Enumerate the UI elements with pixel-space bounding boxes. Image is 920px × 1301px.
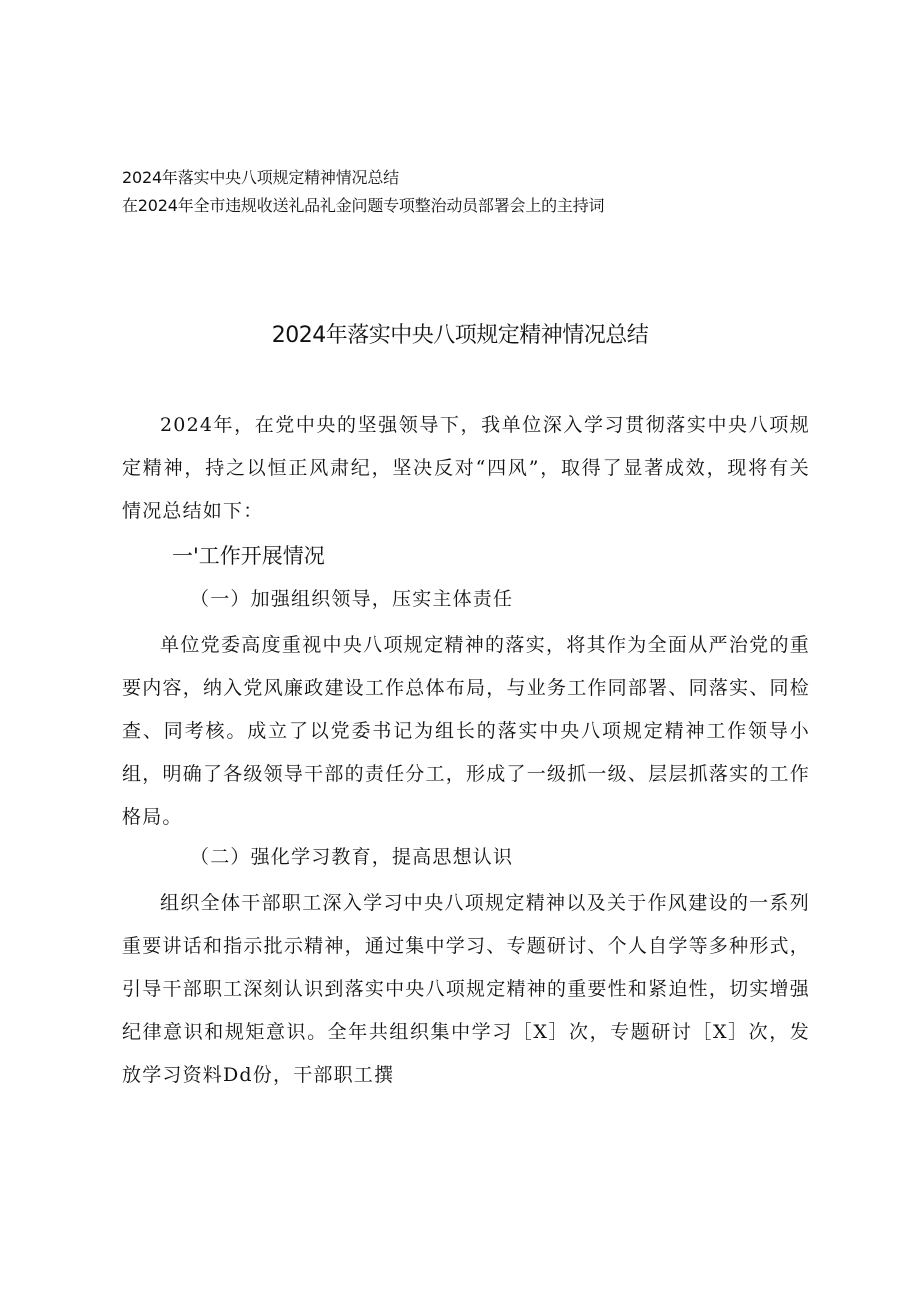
subsection-heading-education: （二）强化学习教育，提高思想认识 <box>190 846 514 868</box>
education-paragraph: 组织全体干部职工深入学习中央八项规定精神以及关于作风建设的一系列重要讲话和指示批示精神，通过集中学习、专题研讨、个人自学等多种形式，引导干部职工深刻认识到落实中央八项规定精神的重要性和紧迫性，切实增强纪律意识和规矩意识。全年共组织集中学习［X］次，专题研讨［X］次，发放学习资料Dd份，干部职工撰 <box>122 892 810 1086</box>
document-title: 2024年落实中央八项规定精神情况总结 <box>271 323 649 348</box>
toc-entry-host-speech: 在2024年全市违规收送礼品礼金问题专项整治动员部署会上的主持词 <box>122 196 605 215</box>
intro-paragraph: 2024年，在党中央的坚强领导下，我单位深入学习贯彻落实中央八项规定精神，持之以恒正风肃纪，坚决反对“四风”，取得了显著成效，现将有关情况总结如下： <box>122 414 810 522</box>
section-heading-work-progress: 一'工作开展情况 <box>172 544 325 568</box>
subsection-heading-organization: （一）加强组织领导，压实主体责任 <box>190 588 514 610</box>
organization-paragraph: 单位党委高度重视中央八项规定精神的落实，将其作为全面从严治党的重要内容，纳入党风廉政建设工作总体布局，与业务工作同部署、同落实、同检查、同考核。成立了以党委书记为组长的落实中央八项规定精神工作领导小组，明确了各级领导干部的责任分工，形成了一级抓一级、层层抓落实的工作格局。 <box>122 634 810 828</box>
toc-entry-summary: 2024年落实中央八项规定精神情况总结 <box>122 168 399 187</box>
